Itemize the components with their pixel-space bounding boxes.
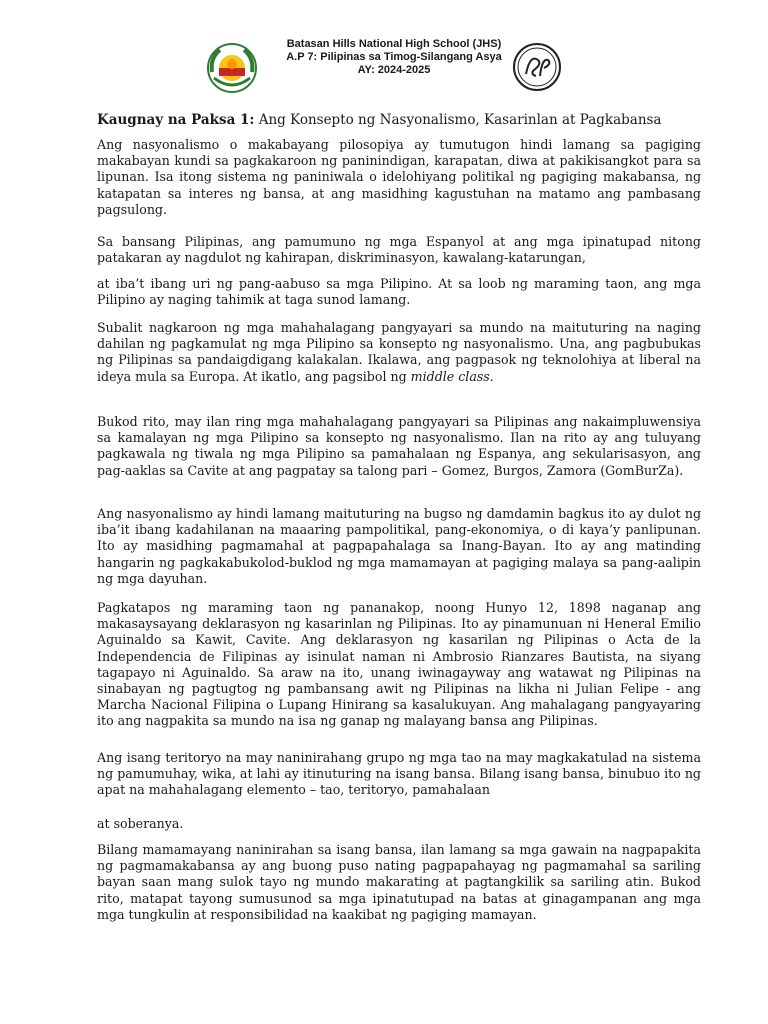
- paragraph-4: Bukod rito, may ilan ring mga mahahalagang pangyayari sa Pilipinas ang nakaimpluwensiya sa kamalayan ng mga Pilipino sa konsepto ng nasyonalismo. Ilan na rito ay ang tuluyang pagkawala ng tiwala ng mga Pilipino sa pamahalaan ng Espanya, ang sekularisasyon, ang pag-aaklas sa Cavite at ang pagpatay sa talong pari – Gomez, Burgos, Zamora (GomBurZa).: [97, 414, 701, 478]
- paragraph-7a: Ang isang teritoryo na may naninirahang grupo ng mga tao na may magkakatulad na sistema ng pamumuhay, wika, at lahi ay itinuturing na isang bansa. Bilang isang bansa, binubuo ito ng apat na mahahalagang elemento – tao, teritoryo, pamahalaan: [97, 750, 701, 798]
- paragraph-3-italic: middle class: [410, 368, 490, 384]
- subject-line: A.P 7: Pilipinas sa Timog-Silangang Asya: [286, 51, 502, 63]
- topic-label: Kaugnay na Paksa 1:: [97, 112, 255, 128]
- paragraph-3-end: .: [489, 368, 494, 384]
- academic-year: AY: 2024-2025: [357, 64, 431, 76]
- paragraph-8: Bilang mamamayang naninirahan sa isang bansa, ilan lamang sa mga gawain na nagpapakita ng pagmamakabansa ay ang buong puso nating pagpapahayag ng pagmamahal sa sariling bayan saan mang sulok tayo ng mundo makarating at pagtangkilik sa sariling atin. Bukod rito, matapat tayong sumusunod sa mga ipinatutupad na batas at ginagampanan ang mga mga tungkulin at responsibilidad na kaakibat ng pagiging mamayan.: [97, 842, 701, 922]
- paragraph-5: Ang nasyonalismo ay hindi lamang maituturing na bugso ng damdamin bagkus ito ay dulot ng iba’it ibang kadahilanan na maaaring pampolitikal, pang-ekonomiya, o di kaya’y panlipunan. Ito ay masidhing pagmamahal at pagpapahalaga sa Inang-Bayan. Ito ay ang matinding hangarin ng pagkakabukolod-buklod ng mga mamamayan at pagiging malaya sa pang-aalipin ng mga dayuhan.: [97, 506, 701, 586]
- document-header: [0, 38, 768, 98]
- paragraph-2b: at iba’t ibang uri ng pang-aabuso sa mga Pilipino. At sa loob ng maraming taon, ang mga Pilipino ay naging tahimik at taga sunod lamang.: [97, 276, 701, 308]
- school-info: [0, 38, 768, 77]
- paragraph-1: Ang nasyonalismo o makabayang pilosopiya ay tumutugon hindi lamang sa pagiging makabayan kundi sa pagkakaroon ng paninindigan, karapatan, diwa at pakikisangkot para sa lipunan. Isa itong sistema ng paniniwala o idelohiyang politikal ng pagiging makabansa, ng katapatan sa interes ng bansa, at ang masidhing kagustuhan na matamo ang pambasang pagsulong.: [97, 137, 701, 217]
- paragraph-3: [97, 320, 701, 385]
- paragraph-7b: at soberanya.: [97, 816, 184, 831]
- paragraph-3-text: Subalit nagkaroon ng mga mahahalagang pangyayari sa mundo na maituturing na naging dahilan ng pagkamulat ng mga Pilipino sa konsepto ng nasyonalismo. Una, ang pagbubukas ng Pilipinas sa pandaigdigang kalakalan. Ikalawa, ang pagpasok ng teknolohiya at liberal na ideya mula sa Europa. At ikatlo, ang pagsibol ng: [97, 320, 701, 384]
- topic-title: Ang Konsepto ng Nasyonalismo, Kasarinlan at Pagkabansa: [258, 112, 662, 128]
- paragraph-2a: Sa bansang Pilipinas, ang pamumuno ng mga Espanyol at ang mga ipinatupad nitong patakaran ay nagdulot ng kahirapan, diskriminasyon, kawalang-katarungan,: [97, 234, 701, 266]
- paragraph-6: Pagkatapos ng maraming taon ng pananakop, noong Hunyo 12, 1898 naganap ang makasaysayang deklarasyon ng kasarinlan ng Pilipinas. Ito ay pinamunuan ni Heneral Emilio Aguinaldo sa Kawit, Cavite. Ang deklarasyon ng kasarilan ng Pilipinas o Acta de la Independencia de Filipinas ay isinulat naman ni Ambrosio Rianzares Bautista, na siyang tagapayo ni Aguinaldo. Sa araw na ito, unang iwinagayway ang watawat ng Pilipinas na sinabayan ng pagtugtog ng pambansang awit ng Pilipinas na likha ni Julian Felipe - ang Marcha Nacional Filipina o Lupang Hinirang sa kasalukuyan. Ang mahalagang pangyayaring ito ang nagpakita sa mundo na isa ng ganap ng malayang bansa ang Pilipinas.: [97, 600, 701, 729]
- topic-heading: [97, 112, 697, 128]
- school-name: Batasan Hills National High School (JHS): [286, 38, 502, 50]
- monogram-logo-icon: [512, 42, 562, 92]
